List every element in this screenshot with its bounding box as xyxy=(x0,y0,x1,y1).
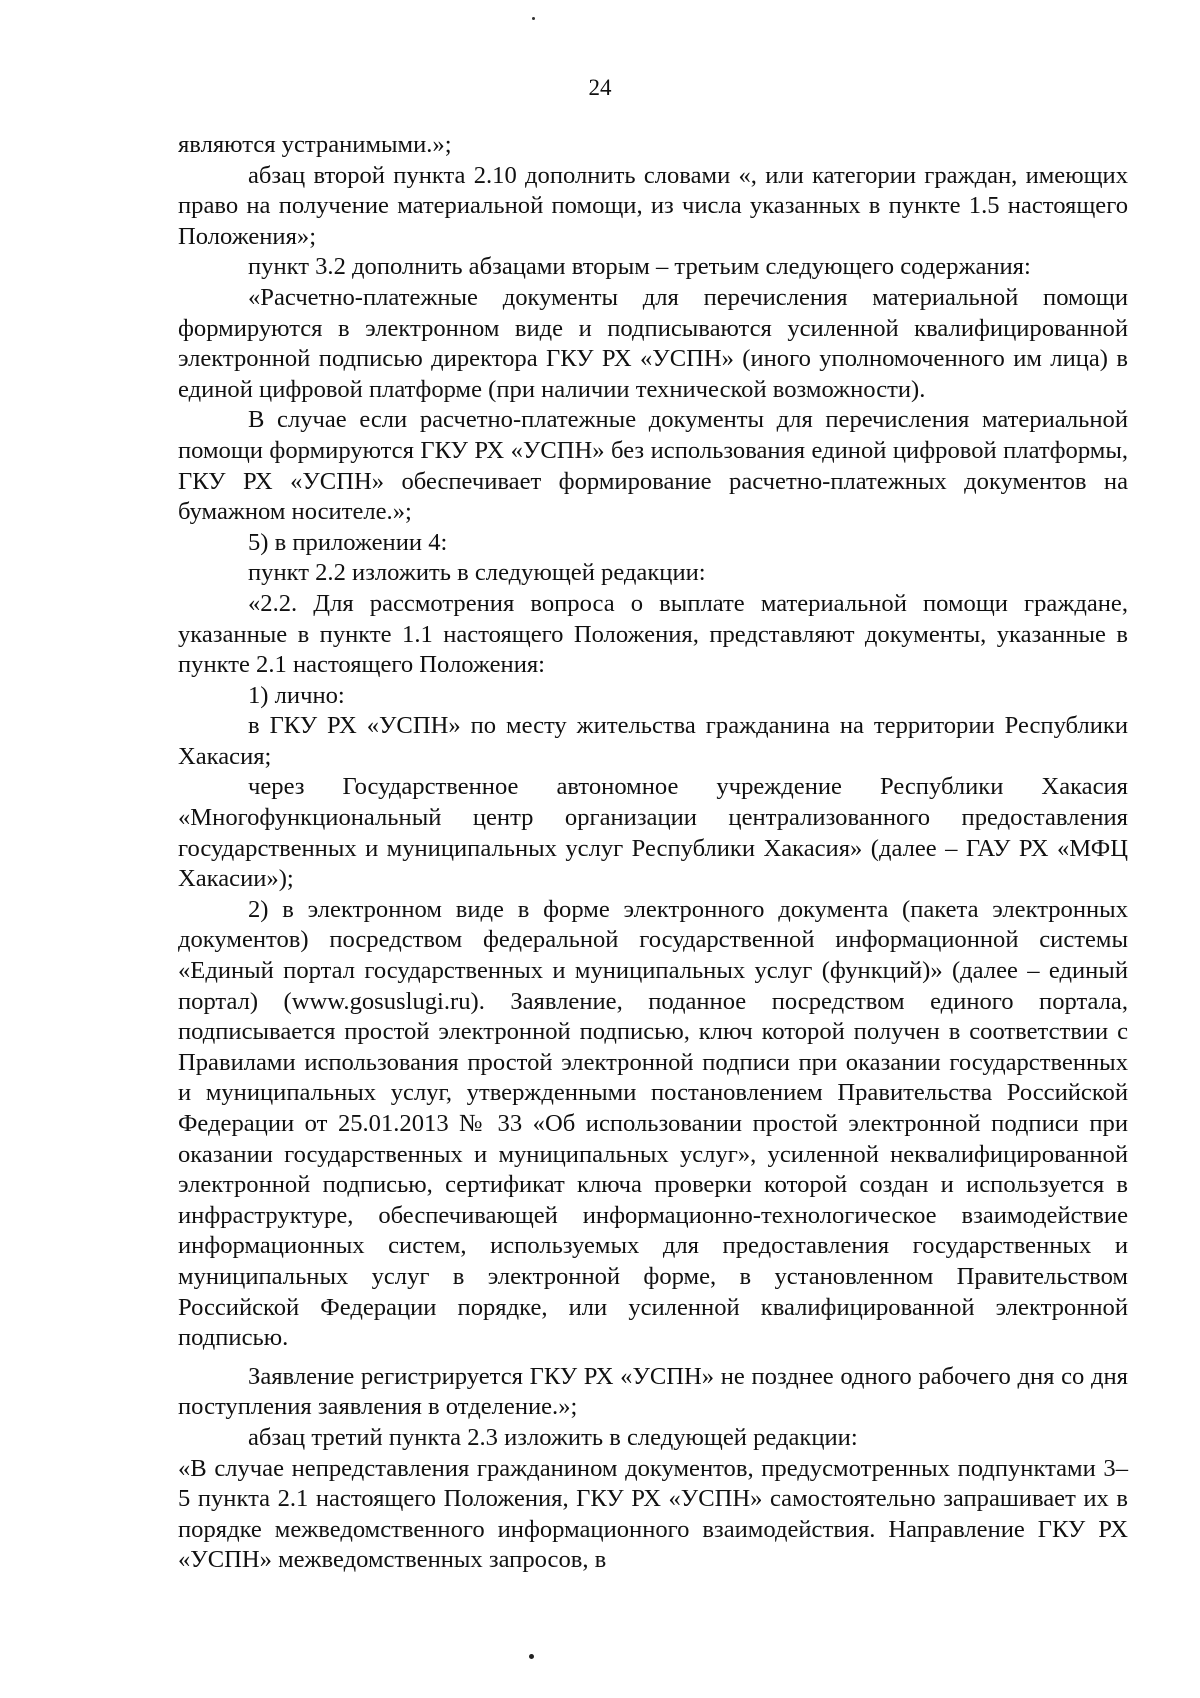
paragraph-7: пункт 2.2 изложить в следующей редакции: xyxy=(248,559,706,587)
paragraph-9: 1) лично: xyxy=(248,681,345,709)
paragraph-12: 2) в электронном виде в форме электронного документа (пакета электронных документов) посредством федеральной государственной информационной системы «Единый портал государственных и муниципальных услуг (функций)» (далее – единый портал) (www.gosuslugi.ru). Заявление, поданное посредством единого портала, подписывается простой электронной подписью, ключ которой получен в соответствии с Правилами использования простой электронной подписи при оказании государственных и муниципальных услуг, утвержденными постановлением Правительства Российской Федерации от 25.01.2013 № 33 «Об использовании простой электронной подписи при оказании государственных и муниципальных услуг», усиленной неквалифицированной электронной подписью, сертификат ключа проверки которой создан и используется в инфраструктуре, обеспечивающей информационно-технологическое взаимодействие информационных систем, используемых для предоставления государственных и муниципальных услуг в электронной форме, в установленном Правительством Российской Федерации порядке, или усиленной квалифицированной электронной подписью. xyxy=(178,895,1128,1352)
paragraph-4: «Расчетно-платежные документы для перечисления материальной помощи формируются в электронном виде и подписываются усиленной квалифицированной электронной подписью директора ГКУ РХ «УСПН» (иного уполномоченного им лица) в единой цифровой платформе (при наличии технической возможности). xyxy=(178,283,1128,403)
paragraph-5: В случае если расчетно-платежные документы для перечисления материальной помощи формируются ГКУ РХ «УСПН» без использования единой цифровой платформы, ГКУ РХ «УСПН» обеспечивает формирование расчетно-платежных документов на бумажном носителе.»; xyxy=(178,406,1128,526)
paragraph-6: 5) в приложении 4: xyxy=(248,528,448,556)
scan-speck xyxy=(529,1654,534,1659)
document-body xyxy=(178,130,1128,1576)
paragraph-11: через Государственное автономное учреждение Республики Хакасия «Многофункциональный центр организации централизованного предоставления государственных и муниципальных услуг Республики Хакасия» (далее – ГАУ РХ «МФЦ Хакасии»); xyxy=(178,773,1128,893)
paragraph-14: абзац третий пункта 2.3 изложить в следующей редакции: xyxy=(248,1423,858,1451)
page-number: 24 xyxy=(588,75,612,100)
paragraph-10: в ГКУ РХ «УСПН» по месту жительства гражданина на территории Республики Хакасия; xyxy=(178,712,1128,770)
paragraph-8: «2.2. Для рассмотрения вопроса о выплате материальной помощи граждане, указанные в пункте 1.1 настоящего Положения, представляют документы, указанные в пункте 2.1 настоящего Положения: xyxy=(178,589,1128,679)
paragraph-1: являются устранимыми.»; xyxy=(178,131,452,158)
paragraph-13: Заявление регистрируется ГКУ РХ «УСПН» не позднее одного рабочего дня со дня поступления заявления в отделение.»; xyxy=(178,1362,1128,1421)
paragraph-15: «В случае непредставления гражданином документов, предусмотренных подпунктами 3–5 пункта 2.1 настоящего Положения, ГКУ РХ «УСПН» самостоятельно запрашивает их в порядке межведомственного информационного взаимодействия. Направление ГКУ РХ «УСПН» межведомственных запросов, в xyxy=(178,1454,1128,1574)
paragraph-2: абзац второй пункта 2.10 дополнить словами «, или категории граждан, имеющих право на получение материальной помощи, из числа указанных в пункте 1.5 настоящего Положения»; xyxy=(178,161,1128,250)
scan-speck xyxy=(532,17,535,20)
paragraph-3: пункт 3.2 дополнить абзацами вторым – третьим следующего содержания: xyxy=(248,253,1031,281)
